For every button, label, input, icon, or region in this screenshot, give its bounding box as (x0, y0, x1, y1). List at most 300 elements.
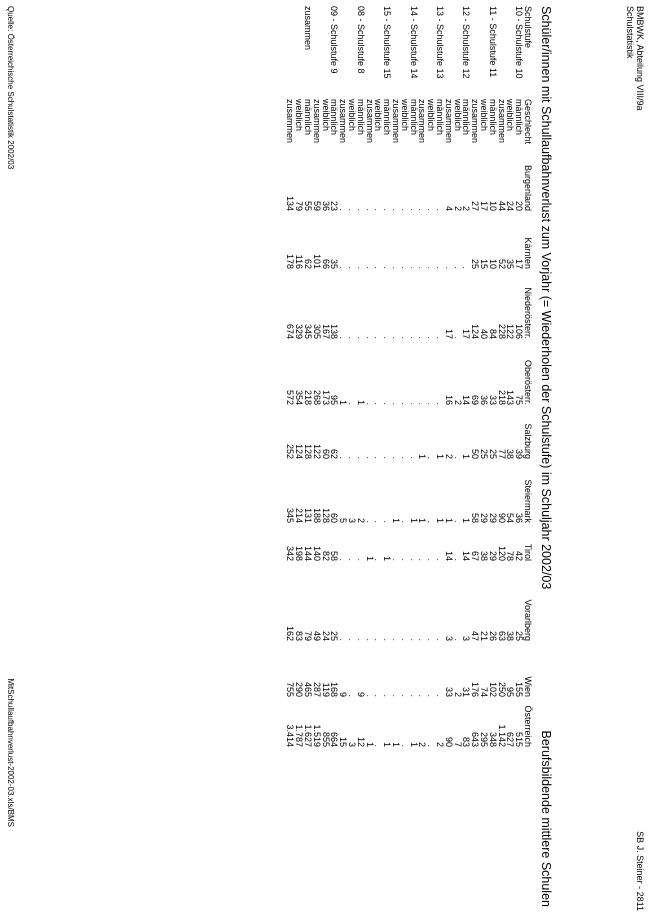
schulstufe-cell (444, 6, 453, 99)
value-cell: . (426, 638, 437, 641)
table-row (338, 6, 347, 751)
column-header: Tirol (523, 543, 533, 561)
value-cell: 664 (329, 731, 340, 747)
value-cell: 1 (391, 741, 402, 747)
value-cell: 1 (391, 517, 402, 523)
table-body (286, 6, 524, 751)
value-cell: . (382, 336, 393, 339)
value-cell: . (338, 456, 349, 459)
value-cell: . (435, 694, 446, 697)
source-note: Quelle: Österreichische Schulstatistik 2002/03 (6, 6, 15, 170)
schulstufe-cell: 11 - Schulstufe 11 (487, 6, 498, 78)
value-cell: . (373, 638, 384, 641)
value-cell: 62 (303, 258, 314, 269)
value-cell: 2 (461, 205, 472, 211)
geschlecht-cell: weiblich (426, 99, 437, 132)
geschlecht-cell: zusammen (338, 99, 349, 144)
value-cell: 3 (347, 741, 358, 747)
value-cell: . (338, 336, 349, 339)
value-cell: 59 (311, 200, 322, 211)
geschlecht-cell: weiblich (347, 99, 358, 132)
value-cell: 47 (470, 630, 481, 641)
value-cell: 572 (285, 389, 296, 405)
value-cell: . (391, 402, 402, 405)
value-cell: 131 (303, 507, 314, 523)
value-cell: . (426, 694, 437, 697)
value-cell: . (435, 638, 446, 641)
value-cell: . (435, 336, 446, 339)
value-cell: . (399, 558, 410, 561)
value-cell: . (338, 266, 349, 269)
value-cell: . (452, 558, 463, 561)
value-cell: 7 (452, 741, 463, 747)
value-cell: . (373, 456, 384, 459)
value-cell: 3 (461, 635, 472, 641)
value-cell: 67 (470, 550, 481, 561)
table-header-row (523, 6, 532, 751)
value-cell: 643 (470, 731, 481, 747)
value-cell: . (347, 402, 358, 405)
geschlecht-cell: zusammen (470, 99, 481, 144)
value-cell: 329 (294, 323, 305, 339)
value-cell: . (452, 266, 463, 269)
schulstufe-cell (338, 6, 347, 99)
schulstufe-cell (506, 6, 515, 99)
value-cell: 354 (294, 389, 305, 405)
value-cell: 1.519 (311, 724, 322, 747)
geschlecht-cell: weiblich (399, 99, 410, 132)
value-cell: 214 (294, 507, 305, 523)
geschlecht-cell: männlich (382, 99, 393, 136)
geschlecht-cell: zusammen (364, 99, 375, 144)
value-cell: 62 (329, 448, 340, 459)
value-cell: 342 (285, 545, 296, 561)
value-cell: 119 (320, 682, 331, 697)
value-cell: 90 (496, 512, 507, 523)
value-cell: 50 (470, 448, 481, 459)
column-header: Oberösterr. (523, 359, 533, 405)
value-cell: . (435, 208, 446, 211)
value-cell: . (408, 558, 419, 561)
value-cell: 305 (311, 323, 322, 339)
value-cell: . (347, 266, 358, 269)
value-cell: 228 (496, 323, 507, 339)
table-row (514, 6, 523, 751)
value-cell: 90 (443, 736, 454, 747)
value-cell: . (426, 744, 437, 747)
value-cell: . (399, 208, 410, 211)
value-cell: 162 (285, 625, 296, 641)
schulstufe-cell (497, 6, 506, 99)
value-cell: 33 (443, 686, 454, 697)
value-cell: 4 (443, 205, 454, 211)
value-cell: 38 (479, 550, 490, 561)
value-cell: 168 (329, 681, 340, 697)
value-cell: 345 (285, 507, 296, 523)
value-cell: . (382, 520, 393, 523)
geschlecht-cell: weiblich (452, 99, 463, 132)
schulstufe-cell (374, 6, 383, 99)
geschlecht-cell: zusammen (391, 99, 402, 144)
value-cell: 2 (435, 741, 446, 747)
value-cell: 74 (479, 686, 490, 697)
value-cell: 10 (487, 200, 498, 211)
value-cell: 345 (303, 323, 314, 339)
value-cell: 16 (443, 394, 454, 405)
value-cell: 77 (496, 448, 507, 459)
value-cell: 75 (514, 394, 525, 405)
value-cell: . (417, 638, 428, 641)
value-cell: 58 (329, 550, 340, 561)
value-cell: 178 (285, 253, 296, 269)
value-cell: . (364, 638, 375, 641)
value-cell: 9 (355, 691, 366, 697)
value-cell: . (435, 402, 446, 405)
value-cell: 83 (461, 736, 472, 747)
value-cell: 66 (320, 258, 331, 269)
value-cell: 21 (479, 630, 490, 641)
value-cell: 58 (470, 512, 481, 523)
value-cell: . (347, 336, 358, 339)
column-header: Österreich (523, 705, 533, 747)
value-cell: 1 (364, 555, 375, 561)
value-cell: . (417, 694, 428, 697)
value-cell: . (408, 694, 419, 697)
value-cell: 1 (408, 741, 419, 747)
value-cell: 674 (285, 323, 296, 339)
value-cell: 52 (496, 258, 507, 269)
value-cell: 218 (496, 389, 507, 405)
value-cell: 25 (329, 630, 340, 641)
value-cell: . (426, 402, 437, 405)
table-row (303, 6, 312, 751)
value-cell: 95 (505, 686, 516, 697)
schulstufe-cell (479, 6, 488, 99)
schulstufe-cell (312, 6, 321, 99)
value-cell: . (452, 638, 463, 641)
value-cell: . (355, 208, 366, 211)
value-cell: . (399, 694, 410, 697)
value-cell: . (399, 744, 410, 747)
value-cell: . (355, 336, 366, 339)
geschlecht-cell: männlich (514, 99, 525, 136)
value-cell: . (399, 638, 410, 641)
value-cell: . (417, 266, 428, 269)
value-cell: 83 (294, 630, 305, 641)
value-cell: 1 (417, 453, 428, 459)
org-line-1: BMBWK, Abteilung VIII/9a (635, 6, 645, 111)
table-row (391, 6, 400, 751)
value-cell: . (373, 402, 384, 405)
value-cell: 5 (338, 517, 349, 523)
value-cell: 79 (303, 630, 314, 641)
geschlecht-cell: weiblich (479, 99, 490, 132)
table-row (418, 6, 427, 751)
schulstufe-cell: 15 - Schulstufe 15 (382, 6, 393, 79)
value-cell: 128 (320, 507, 331, 523)
value-cell: 84 (487, 328, 498, 339)
value-cell: . (417, 402, 428, 405)
statistics-table (286, 6, 532, 751)
value-cell: 60 (329, 512, 340, 523)
value-cell: 17 (443, 328, 454, 339)
value-cell: . (382, 208, 393, 211)
value-cell: . (382, 638, 393, 641)
value-cell: 124 (294, 443, 305, 459)
value-cell: . (364, 520, 375, 523)
value-cell: 17 (461, 328, 472, 339)
value-cell: 20 (514, 200, 525, 211)
column-header: Schulstufe (523, 6, 533, 49)
value-cell: 102 (487, 681, 498, 697)
table-row (312, 6, 321, 751)
geschlecht-cell: zusammen (417, 99, 428, 144)
value-cell: 10 (487, 258, 498, 269)
value-cell: . (347, 558, 358, 561)
value-cell: . (373, 744, 384, 747)
value-cell: . (408, 208, 419, 211)
value-cell: 24 (505, 200, 516, 211)
value-cell: . (373, 558, 384, 561)
value-cell: . (347, 638, 358, 641)
value-cell: . (364, 336, 375, 339)
value-cell: . (373, 266, 384, 269)
value-cell: . (426, 520, 437, 523)
value-cell: 144 (303, 545, 314, 561)
value-cell: 14 (461, 550, 472, 561)
value-cell: . (399, 520, 410, 523)
value-cell: . (461, 266, 472, 269)
value-cell: 17 (514, 258, 525, 269)
value-cell: 12 (355, 736, 366, 747)
value-cell: 122 (505, 323, 516, 339)
value-cell: . (452, 336, 463, 339)
value-cell: 2 (452, 691, 463, 697)
value-cell: 79 (294, 200, 305, 211)
value-cell: 17 (479, 200, 490, 211)
value-cell: . (373, 208, 384, 211)
value-cell: . (399, 266, 410, 269)
value-cell: 38 (505, 448, 516, 459)
value-cell: 198 (294, 545, 305, 561)
value-cell: 26 (487, 630, 498, 641)
value-cell: 40 (479, 328, 490, 339)
value-cell: . (382, 456, 393, 459)
geschlecht-cell: männlich (329, 99, 340, 136)
schulstufe-cell (418, 6, 427, 99)
table-row (497, 6, 506, 751)
value-cell: . (355, 266, 366, 269)
value-cell: 55 (303, 200, 314, 211)
table-row (374, 6, 383, 751)
table-row (506, 6, 515, 751)
geschlecht-cell: zusammen (311, 99, 322, 144)
value-cell: . (399, 456, 410, 459)
value-cell: . (408, 266, 419, 269)
value-cell: . (408, 336, 419, 339)
value-cell: 15 (338, 736, 349, 747)
value-cell: . (364, 694, 375, 697)
value-cell: 36 (479, 394, 490, 405)
value-cell: 167 (320, 323, 331, 339)
value-cell: 465 (303, 681, 314, 697)
value-cell: 29 (487, 550, 498, 561)
value-cell: 348 (487, 731, 498, 747)
column-header: Wien (523, 676, 533, 697)
value-cell: . (417, 336, 428, 339)
value-cell: 2 (443, 453, 454, 459)
value-cell: 1.142 (496, 724, 507, 747)
value-cell: 755 (285, 681, 296, 697)
value-cell: 1 (417, 517, 428, 523)
schulstufe-cell: 10 - Schulstufe 10 (514, 6, 525, 79)
schulstufe-cell: zusammen (303, 6, 314, 51)
value-cell: 250 (496, 681, 507, 697)
table-row (365, 6, 374, 751)
value-cell: 29 (487, 512, 498, 523)
value-cell: . (364, 456, 375, 459)
geschlecht-cell: zusammen (285, 99, 296, 144)
value-cell: 1 (461, 517, 472, 523)
geschlecht-cell: männlich (408, 99, 419, 136)
value-cell: 44 (496, 200, 507, 211)
schulstufe-cell (347, 6, 356, 99)
value-cell: 116 (294, 254, 305, 269)
value-cell: 1 (382, 741, 393, 747)
value-cell: 54 (505, 512, 516, 523)
table-row (400, 6, 409, 751)
value-cell: 1.787 (294, 724, 305, 747)
geschlecht-cell: weiblich (505, 99, 516, 132)
value-cell: 106 (514, 323, 525, 339)
value-cell: . (355, 456, 366, 459)
value-cell: . (391, 694, 402, 697)
table-row (470, 6, 479, 751)
value-cell: . (435, 266, 446, 269)
value-cell: 14 (443, 550, 454, 561)
value-cell: . (338, 558, 349, 561)
value-cell: . (391, 266, 402, 269)
value-cell: 128 (303, 443, 314, 459)
schulstufe-cell: 12 - Schulstufe 12 (461, 6, 472, 79)
value-cell: 95 (329, 394, 340, 405)
value-cell: 1 (355, 399, 366, 405)
value-cell: 35 (505, 258, 516, 269)
value-cell: 33 (487, 394, 498, 405)
schulstufe-cell (453, 6, 462, 99)
schulstufe-cell: 14 - Schulstufe 14 (408, 6, 419, 79)
value-cell: . (417, 558, 428, 561)
value-cell: 1 (408, 517, 419, 523)
value-cell: . (435, 558, 446, 561)
value-cell: 25 (479, 448, 490, 459)
table-row (294, 6, 303, 751)
value-cell: 155 (514, 681, 525, 697)
file-name: MitSchullaufbahnverlust-2002-03.xls/BMS (6, 678, 15, 827)
value-cell: 627 (505, 731, 516, 747)
table-row (356, 6, 365, 751)
value-cell: 173 (320, 389, 331, 405)
value-cell: 140 (311, 545, 322, 561)
value-cell: 39 (514, 448, 525, 459)
value-cell: 60 (320, 448, 331, 459)
value-cell: . (391, 208, 402, 211)
value-cell: 120 (496, 545, 507, 561)
schulstufe-cell (391, 6, 400, 99)
value-cell: 2 (452, 205, 463, 211)
schulstufe-cell (294, 6, 303, 99)
value-cell: 25 (514, 630, 525, 641)
value-cell: 36 (320, 200, 331, 211)
page-subtitle: Berufsbildende mittlere Schulen (539, 730, 553, 907)
geschlecht-cell: männlich (461, 99, 472, 136)
value-cell: . (426, 208, 437, 211)
value-cell: 1.627 (303, 724, 314, 747)
value-cell: . (382, 402, 393, 405)
value-cell: 3.414 (285, 724, 296, 747)
value-cell: 23 (329, 200, 340, 211)
value-cell: 295 (479, 731, 490, 747)
value-cell: 82 (320, 550, 331, 561)
value-cell: . (373, 336, 384, 339)
value-cell: . (355, 638, 366, 641)
value-cell: 2 (355, 517, 366, 523)
value-cell: . (408, 402, 419, 405)
value-cell: 3 (347, 517, 358, 523)
column-header: Burgenland (523, 164, 533, 211)
column-header: Salzburg (523, 423, 533, 459)
value-cell: . (443, 266, 454, 269)
table-row (462, 6, 471, 751)
author-label: SB J. Steiner - 2811 (635, 831, 645, 911)
value-cell: 268 (311, 389, 322, 405)
value-cell: . (408, 456, 419, 459)
table-row (488, 6, 497, 751)
page-title: Schüler/innen mit Schullaufbahnverlust zum Vorjahr (= Wiederholen der Schulstufe) im Schuljahr 2002/03 (539, 6, 553, 590)
value-cell: . (391, 456, 402, 459)
geschlecht-cell: männlich (435, 99, 446, 136)
value-cell: 3 (443, 635, 454, 641)
value-cell: 14 (461, 394, 472, 405)
value-cell: . (391, 558, 402, 561)
value-cell: 188 (311, 507, 322, 523)
value-cell: . (391, 638, 402, 641)
geschlecht-cell: männlich (487, 99, 498, 136)
value-cell: 24 (320, 630, 331, 641)
value-cell: . (347, 694, 358, 697)
value-cell: 1 (435, 517, 446, 523)
value-cell: 31 (461, 686, 472, 697)
schulstufe-cell (365, 6, 374, 99)
value-cell: 15 (479, 258, 490, 269)
value-cell: 49 (311, 630, 322, 641)
value-cell: . (347, 208, 358, 211)
value-cell: . (364, 266, 375, 269)
table-row (409, 6, 418, 751)
value-cell: 35 (329, 258, 340, 269)
value-cell: 218 (303, 389, 314, 405)
table-row (479, 6, 488, 751)
table-row (330, 6, 339, 751)
value-cell: 25 (470, 258, 481, 269)
table-row (453, 6, 462, 751)
geschlecht-cell: weiblich (294, 99, 305, 132)
value-cell: 855 (320, 731, 331, 747)
value-cell: 122 (311, 443, 322, 459)
geschlecht-cell: weiblich (373, 99, 384, 132)
value-cell: 1 (364, 741, 375, 747)
organization-header (625, 6, 645, 111)
